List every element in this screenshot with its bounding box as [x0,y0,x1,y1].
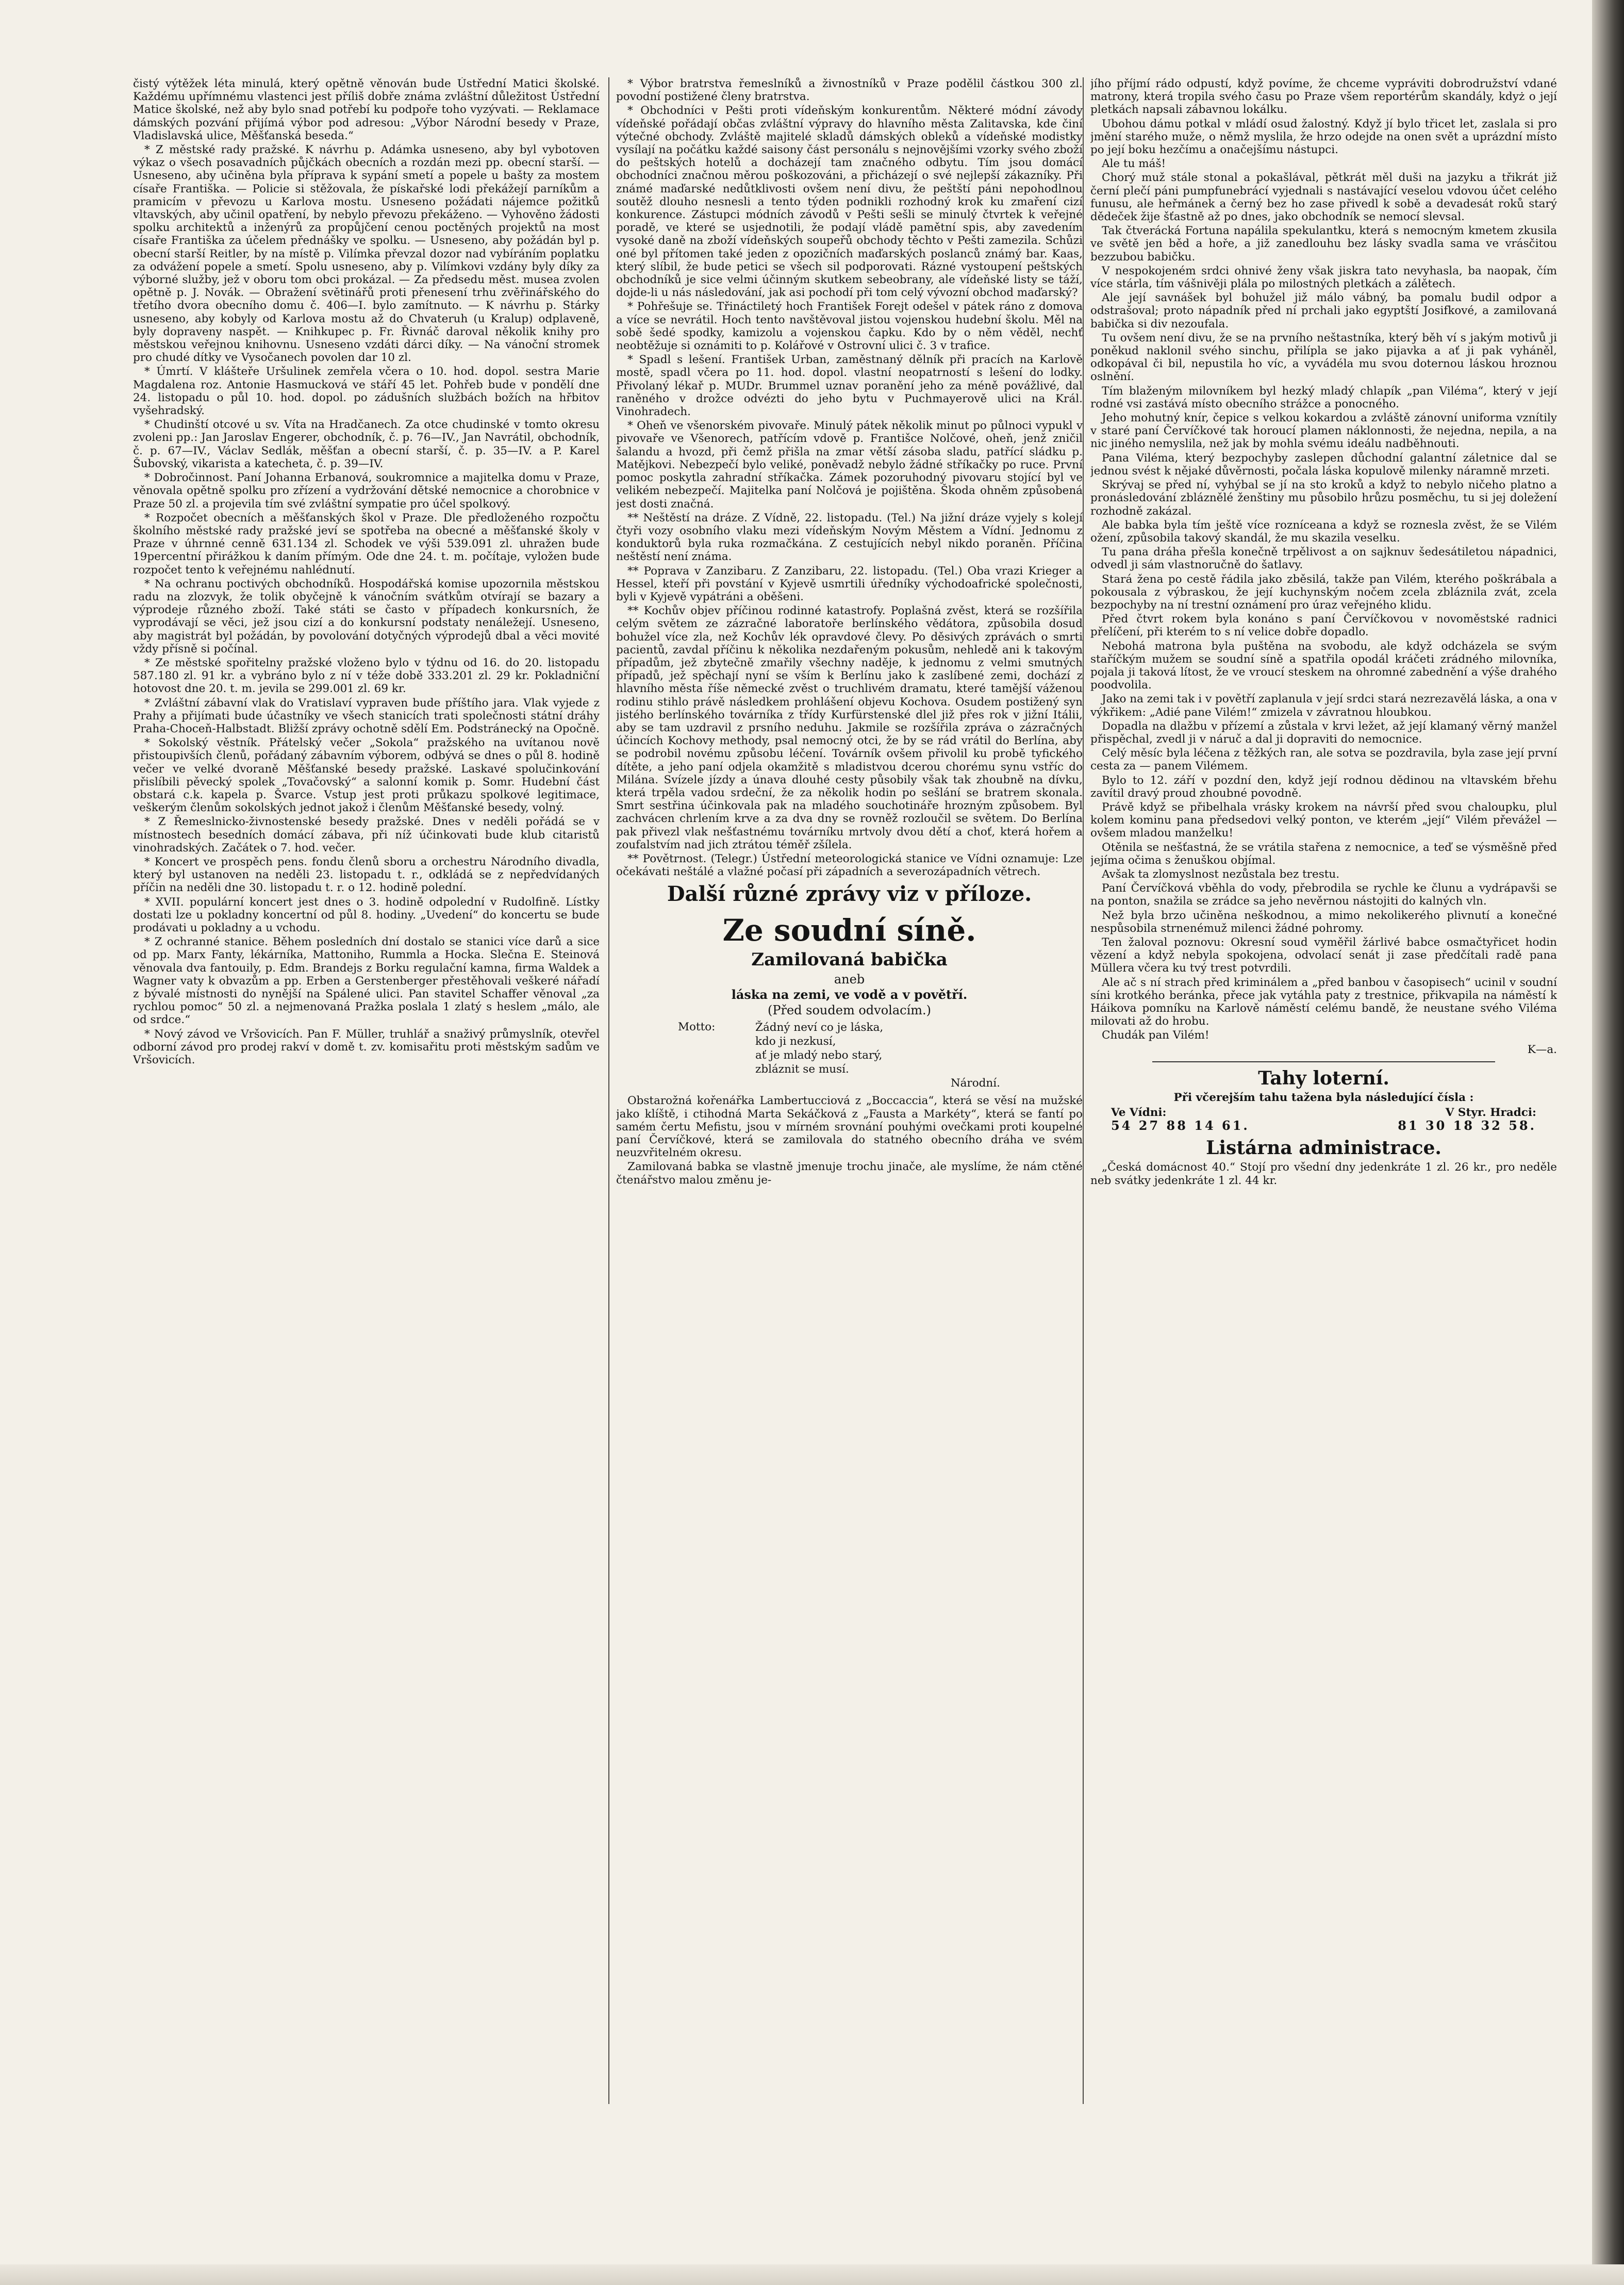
article-paragraph: Zamilovaná babka se vlastně jmenuje trochu jinače, ale myslíme, že nám ctěné čtenářstvo malou změnu je- [616,1160,1083,1187]
article-paragraph: Chudák pan Vilém! [1102,1029,1209,1042]
article-paragraph: * Z ochranné stanice. Během posledních dní dostalo se stanici více darů a sice od pp. Marx Fanty, lékárníka, Mattoniho, Rummla a Hocka. Slečna E. Steinová věnovala dva fantouily, p. Edm. Brandejs z Borku regulační kamna, firma Waldek a Wagner vaty k obvazům a pp. Erben a Gerstenberger přestěhovali veškeré nářadí z bývalé místnosti do nynější na Spálené ulici. Pan stavitel Schaffer věnoval „za rychlou pomoc“ 50 zl. a nejmenovaná Pražka poslala 1 zlatý s heslem „málo, ale od srdce.“ [133,935,600,1027]
article-paragraph: Ale babka byla tím ještě více rozníceana a když se roznesla zvěst, že se Vilém ožení, způsobila takový skandál, že mu skazila veselku. [1090,518,1557,545]
article-paragraph: Jako na zemi tak i v povětří zaplanula v její srdci stará nezrezavělá láska, a ona v výkřikem: „Adié pane Vilém!“ zmizela v závratnou hloubkou. [1090,693,1557,719]
article-paragraph: * Z městské rady pražské. K návrhu p. Adámka usneseno, aby byl vybotoven výkaz o všech posavadních půjčkách obecních a rozdán mezi pp. obecní starší. — Usneseno, aby učiněna byla příprava k sypání smetí a popele u bašty za mostem císaře Františka. — Policie si stěžovala, že pískařské lodi překážejí parníkům a pramicím v převozu u Karlova mostu. Usneseno požádati nájemce požitků vltavských, aby učinil opatření, by nebylo převozu překáženo. — Vyhověno žádosti spolku architektů a inženýrů za propůjčení cenou poctěných projektů na most císaře Františka za účelem přednášky ve spolku. — Usneseno, aby požádán byl p. obecní starší Reitler, by na místě p. Vilímka převzal dozor nad vybíráním poplatku za odvážení popele a smetí. Spolu usneseno, aby p. Vilímkovi vzdány byly díky za výborné služby, jež v oboru tom obci prokázal. — Za předsedu měst. musea zvolen opětně p. J. Novák. — Obražení světinářů proti přenesení trhu zvěřinářského do třetího dvora obecního domu č. 406—I. bylo zamítnuto. — K návrhu p. Stárky usneseno, aby kobyly od Karlova mostu až do Chvateruh (u Kralup) odplaveně, byly dopraveny naspět. — Knihkupec p. Fr. Řivnáč daroval několik knihy pro městskou veřejnou knihovnu. Usneseno vzdáti dárci díky. — Na vánoční stromek pro chudé dítky ve Vysočanech povolen dar 10 zl. [133,143,600,365]
column-rule [608,77,609,2104]
column-left [133,77,600,2101]
column-right [1090,77,1557,2101]
article-paragraph: Paní Červíčková vběhla do vody, přebrodila se rychle ke člunu a vydrápavši se na ponton, snažila se zrádce sa jeho nevěrnou nástojiti do kalných vln. [1090,882,1557,908]
article-paragraph: * Na ochranu poctivých obchodníků. Hospodářská komise upozornila městskou radu na zlozvyk, že tolik obyčejně k vánočním svátkům otvírají se bazary a výprodeje různého zboží. Také státi se často v případech konkursních, že vyprodávají se věci, jež jsou cizí a do konkursní podstaty nenáležejí. Usneseno, aby magistrát byl požádán, by povolování dotyčných výprodejů dbal a věci movité vždy přísně si počínal. [133,577,600,655]
court-article-title: Zamilovaná babička [751,949,948,971]
page-edge-shadow [1592,0,1624,2285]
divider [1152,1061,1495,1062]
article-paragraph: * Výbor bratrstva řemeslníků a živnostníků v Praze podělil částkou 300 zl. povodní postižené členy bratrstva. [616,77,1083,104]
motto-label: Motto: [678,1021,716,1034]
article-paragraph: Otěnila se nešťastná, že se vrátila stařena z nemocnice, a teď se výsměšně před jejíma očima s ženuškou objímal. [1090,841,1557,867]
column-rule [1083,77,1084,2104]
admin-title: Listárna administrace. [1206,1137,1441,1159]
article-paragraph: ** Neštěstí na dráze. Z Vídně, 22. listopadu. (Tel.) Na jižní dráze vyjely s kolejí čtyři vozy osobního vlaku mezi vídeňským Novým Městem a Vídní. Jednomu z konduktorů byla ruka rozmačkána. Z cestujících nebyl nikdo poraněn. Příčina neštěstí není známa. [616,511,1083,564]
article-paragraph: * Zvláštní zábavní vlak do Vratislaví vypraven bude příštího jara. Vlak vyjede z Prahy a přijímati bude účastníky ve všech stanicích trati společnosti státní dráhy Praha-Choceň-Halbstadt. Bližší zprávy ochotně sdělí Em. Podstránecký na Opočně. [133,696,600,735]
lottery-numbers [1090,1119,1557,1132]
article-paragraph: * Z Řemeslnicko-živnostenské besedy pražské. Dnes v neděli pořádá se v místnostech besedních domácí zábava, při níž účinkovati bude klub citaristů vinohradských. Začátek o 7. hod. večer. [133,815,600,854]
article-paragraph: ** Povětrnost. (Telegr.) Ústřední meteorologická stanice ve Vídni oznamuje: Lze očekávati neštálé a vlažné počasí při západních a severozápadních větrech. [616,852,1083,879]
article-paragraph: * Koncert ve prospěch pens. fondu členů sboru a orchestru Národního divadla, který byl ustanoven na neděli 23. listopadu t. r., odkládá se z nepředvídaných příčin na neděli dne 30. listopadu t. r. o 12. hodině polední. [133,855,600,895]
article-paragraph: Stará žena po cestě řádila jako zběsilá, takže pan Vilém, kterého poškrábala a pokousala z výbraskou, že její kuchynským nočem zcela zbláznila zvát, zcela bezpochyby na ní trestní oznámení pro úraz veřejného klidu. [1090,572,1557,612]
motto-line: ať je mladý nebo starý, [755,1049,883,1062]
article-paragraph: Před čtvrt rokem byla konáno s paní Červíčkovou v novoměstské radnici přelíčení, při kterém to s ní velice dobře dopadlo. [1090,613,1557,639]
lottery-city: V Styr. Hradci: [1445,1106,1536,1120]
supplement-notice: Další různé zprávy viz v příloze. [667,882,1032,907]
article-paragraph: ** Poprava v Zanzibaru. Z Zanzibaru, 22. listopadu. (Tel.) Oba vrazi Krieger a Hessel, kteří při povstání v Kyjevě usmrtili úředníky východoafrické společnosti, byli v Kyjevě vypátráni a oběšeni. [616,564,1083,603]
article-paragraph: * Sokolský věstník. Přátelský večer „Sokola“ pražského na uvítanou nově přistoupivších členů, pořádaný zábavním výborem, odbývá se dnes o půl 8. hodině večer ve velké dvoraně Měšťanské besedy pražské. Laskavé spolučinkování přislíbili pěvecký spolek „Tovačovský“ a salonní komik p. Somr. Hudební část obstará c.k. kapela p. Švarce. Vstup jest proti průkazu spolkové legitimace, veškerým členům sokolských jednot jakož i členům Měšťanské besedy, volný. [133,736,600,815]
motto-lines [755,1021,1083,1090]
lottery-city: Ve Vídni: [1111,1106,1167,1120]
motto-line: kdo ji nezkusí, [755,1035,836,1048]
admin-paragraph: „Česká domácnost 40.“ Stojí pro všední dny jedenkráte 1 zl. 26 kr., pro neděle neb svátky jedenkráte 1 zl. 44 kr. [1090,1161,1557,1187]
article-paragraph: * XVII. populární koncert jest dnes o 3. hodině odpolední v Rudolfině. Lístky dostati lze u pokladny koncertní od půl 8. hodiny. „Uvedení“ do koncertu se bude prodávati u pokladny a u vchodu. [133,895,600,934]
motto-line: Žádný neví co je láska, [755,1021,884,1034]
article-paragraph: čistý výtěžek léta minulá, který opětně věnován bude Ústřední Matici školské. Každému upřímnému vlastenci jest příliš dobře známa zvláštní důležitost Ústřední Matice školské, než aby bylo snad potřebí ku podpoře toho vyzývati. — Reklamace dámských pozvání přijímá výbor pod adresou: „Výbor Národní besedy v Praze, Vladislavská ulice, Měšťanská beseda.“ [133,77,600,142]
article-paragraph: Avšak ta zlomyslnost nezůstala bez trestu. [1102,867,1340,881]
article-paragraph: Bylo to 12. září v pozdní den, když její rodnou dědinou na vltavském břehu zavítil dravý proud zhoubné povodně. [1090,774,1557,800]
article-paragraph: Tu ovšem není divu, že se na prvního neštastníka, který běh ví s jakým motivů ji poněkud naklonil svého sinchu, přilípla se jako pijavka a ať ji pak vyháněl, odkopával či bil, nepustila ho víc, a vyvádéla mu svou doternou láskou hroznou oslnění. [1090,331,1557,384]
lottery-number-set: 54 27 88 14 61. [1111,1118,1250,1133]
article-paragraph: Nebohá matrona byla puštěna na svobodu, ale když odcházela se svým staříčkým mužem se soudní síně a spatřila opodál kráčeti zrádného milovníka, pojala ji taková lítost, že ve vroucí steskem na ohromné zabednění a výše drahého poodvolila. [1090,639,1557,692]
article-paragraph: Tu pana dráha přešla konečně trpělivost a on sajknuv šedesátiletou nápadnici, odvedl ji sám vlastnoručně do šatlavy. [1090,546,1557,572]
article-paragraph: V nespokojeném srdci ohnivé ženy však jiskra tato nevyhasla, ba naopak, čím více stárla, tím vášnivěji plála po milostných pletkách a zálětech. [1090,264,1557,291]
court-article-note: (Před soudem odvolacím.) [767,1003,932,1018]
article-paragraph: Než byla brzo učiněna neškodnou, a mimo nekolikerého plivnutí a konečné nespůsobila strnenémuž milenci žádné pohromy. [1090,909,1557,935]
article-paragraph: jího příjmí rádo odpustí, když povíme, že chceme vypráviti dobrodružství vdané matrony, která tropila svého času po Praze všem reportérům skandály, kdyż o její pletkách napsali zábavnou lokálku. [1090,77,1557,117]
article-paragraph: * Chudinští otcové u sv. Víta na Hradčanech. Za otce chudinské v tomto okresu zvoleni pp.: Jan Jaroslav Engerer, obchodník, č. p. 76—IV., Jan Navrátil, obchodník, č. p. 67—IV., Václav Sedlák, měšťan a obecní starší, č. p. 35—IV. a P. Karel Šubovský, vikarista a katecheta, č. p. 39—IV. [133,418,600,470]
article-signature: K—a. [1527,1043,1557,1056]
article-paragraph: * Obchodníci v Pešti proti vídeňským konkurentům. Některé módní závody vídeňské pořádají občas zvláštní výpravy do hlavního města Zalitavska, kde činí výtečné obchody. Zvláště majitelé skladů dámských obleků a vídeňské modistky vysílají na počátku každé saisony část personálu s nejnovějšími vzorky svého zboží do peštských hotelů a docházejí tam značného odbytu. Tím jsou domácí obchodníci značnou měrou poškozováni, a přicházejí o své nejlepší zákazníky. Při známé maďarské nedůtklivosti ovšem není divu, že peštští páni nepohodlnou soutěž dlouho nesnesli a tento týden podnikli rozhodný krok ku zmaření cizí konkurence. Zástupci módních závodů v Pešti sešli se minulý čtvrtek k veřejné poradě, ve které se usjednotili, že podají vládě pamětní spis, aby zavedením vysoké daně na zboží vídeňských soupeřů obchody těchto v Pešti zamezila. Schůzi oné byl přítomen také jeden z opozičních maďarských poslanců známý bar. Kaas, který slíbil, že bude petici se všech sil podporovati. Rázné vystoupení peštských obchodníků je sice velmi účinným skutkem sebeobrany, ale vídeňské listy se táží, dojde-li u nás následování, jak asi pochodí při tom celý vývozní obchod maďarský? [616,104,1083,300]
lottery-cities [1090,1106,1557,1119]
article-paragraph: Obstarožná kořenářka Lambertucciová z „Boccaccia“, která se věsí na mužské jako klíště, i ctihodná Marta Sekáčková z „Fausta a Markéty“, která se fantí po samém čertu Mefistu, jsou v mírném srovnání pouhými ovečkami proti koupelné paní Červíčkové, která se zamilovala do statného obecního dráha ve svém neuzvřitelném okresu. [616,1094,1083,1160]
article-paragraph: * Dobročinnost. Paní Johanna Erbanová, soukromnice a majitelka domu v Praze, věnovala opětně spolku pro zřízení a vydržování dětské nemocnice a chorobnice v Praze 50 zl. a projevila tím své zvláštní sympatie pro účel spolkový. [133,471,600,511]
article-paragraph: Chorý muž stále stonal a pokašlával, pětkrát měl duši na jazyku a třikrát již černí plečí páni pumpfunebrácí vyjednali s nastávající veselou vdovou účet celého funusu, ale heřmánek a černý bez ho zase přivedl k sobě a devadesát roků starý dědeček žije šťastně až po dnes, jako obchodník se nemocí slevsal. [1090,171,1557,224]
article-paragraph: Tím blaženým milovníkem byl hezký mladý chlapík „pan Viléma“, který v její rodné vsi zastává místo obecního strážce a ponocného. [1090,384,1557,410]
court-article-aneb: aneb [834,972,865,987]
lottery-subtitle: Při včerejším tahu tažena byla následující čísla : [1173,1091,1474,1104]
article-paragraph: * Úmrtí. V klášteře Uršulinek zemřela včera o 10. hod. dopol. sestra Marie Magdalena roz. Antonie Hasmucková ve stáří 45 let. Pohřeb bude v pondělí dne 24. listopadu o půl 10. hod. dopol. po zádušních službách božích na hřbitov vyšehradský. [133,365,600,418]
column-middle [616,77,1083,2140]
article-paragraph: Tak čtverácká Fortuna napálila spekulantku, která s nemocným kmetem zkusila ve světě jen běd a hoře, a již zanedlouhu bez lásky svadla sama ve vrásčitou bezzubou babičku. [1090,224,1557,264]
article-paragraph: * Pohřešuje se. Třináctiletý hoch František Forejt odešel v pátek ráno z domova a více se nevrátil. Hoch tento navštěvoval jistou vojenskou hudební školu. Měl na sobě šedé spodky, kamizolu a vojenskou čapku. Kdo by o něm věděl, nechť neobtěžuje si oznámiti to p. Kolářové v Ostrovní ulici č. 3 v trafice. [616,300,1083,353]
article-paragraph: Celý měsíc byla léčena z těžkých ran, ale sotva se pozdravila, byla zase její první cesta za — panem Vilémem. [1090,747,1557,773]
article-paragraph: ** Kochův objev příčinou rodinné katastrofy. Poplašná zvěst, která se rozšířila celým světem ze zázračné laboratoře berlínského vědátora, způsobila dosud bohužel více zla, než Kochův lék opravdové člevy. Po děsivých zprávách o smrti pacientů, zavdal příčinu k několika nezdařeným pokusům, nehledě ani k takovým případům, jež zbytečně zmařily všechny naděje, k jednomu z velmi smutných případů, jež spěchají nyní se vším k Berlínu jako k zaslíbené zemi, dochází z hlavního města říše německé zvěst o truchlivém dramatu, které tamější váženou rodinu stihlo právě následkem prohlášení objevu Kochova. Osudem postižený syn jistého berlínského továrníka z třídy Kurfürstenské dlel již přes rok v jižní Itálii, aby se tam uzdravil z prsního neduhu. Jakmile se rozšířila zpráva o zázračných účincích Kochovy methody, psal nemocný otci, že by se rád vrátil do Berlína, aby se podrobil novému způsobu léčení. Továrník ovšem přivolil ku probě tyfického dítěte, a jeho paní odjela okamžitě s mladistvou dcerou chorému synu vstříc do Milána. Svízele jízdy a únava dlouhé cesty působily však tak zhoubně na dívku, která trpěla vadou srdeční, že za několik hodin po sešlání se bratrem skonala. Smrt sestřina účinkovala pak na mladého souchotináře hrozným způsobem. Byl zachvácen chrlením krve a za dva dny se rovněž rozloučil se světem. Do Berlína pak přivezl vlak nešťastnému továrníku mrtvoly dvou dětí a choť, která hořem a zoufalstvím nad jich ztrátou téměř zšílela. [616,604,1083,851]
court-section-title: Ze soudní síně. [722,913,976,948]
motto-line: zbláznit se musí. [755,1063,849,1076]
article-paragraph: Dopadla na dlažbu v přízemí a zůstala v krvi ležet, až její klamaný věrný manžel přispěchal, zvedl ji v náruč a dal ji dopraviti do nemocnice. [1090,719,1557,746]
court-article-subtitle: láska na zemi, ve vodě a v povětří. [731,987,968,1002]
article-paragraph: Pana Viléma, který bezpochyby zaslepen důchodní galantní záletnice dal se jednou svést k nějaké důvěrnosti, počala láska kopulově milenky náramně mrzeti. [1090,451,1557,478]
article-paragraph: Skrývaj se před ní, vyhýbal se jí na sto kroků a když to nebylo ničeho platno a pronásledování zbláznělé ženštiny mu působilo hrůzu posměchu, tu si jej doležení rozhodně zakázal. [1090,479,1557,518]
lottery-title: Tahy loterní. [1258,1067,1389,1089]
page-bottom-margin [0,2264,1624,2285]
article-paragraph: * Ze městské spořitelny pražské vloženo bylo v týdnu od 16. do 20. listopadu 587.180 zl. 91 kr. a vybráno bylo z ní v téže době 333.201 zl. 29 kr. Pokladniční hotovost dne 20. t. m. jevila se 299.001 zl. 69 kr. [133,656,600,696]
motto-block [678,1021,1083,1090]
article-paragraph: * Nový závod ve Vršovicích. Pan F. Müller, truhlář a snaživý průmyslník, otevřel odborní závod pro prodej rakví v domě t. zv. komisařitu proti městským sadům ve Vršovicích. [133,1027,600,1067]
article-paragraph: * Spadl s lešení. František Urban, zaměstnaný dělník při pracích na Karlově mostě, spadl včera po 11. hod. dopol. vlastní neopatrností s lešení do lodky. Přivolaný lékař p. MUDr. Brummel uznav poranění jeho za méně povážlivé, dal raněného v drožce odvézti do jeho bytu v Puchmayerově ulici na Král. Vinohradech. [616,353,1083,419]
article-paragraph: Ale její savnášek byl bohužel již málo vábný, ba pomalu budil odpor a odstrašoval; proto nápadník před ní prchali jako egyptští Josifkové, a zamilovaná babička si div nezoufala. [1090,291,1557,331]
article-paragraph: Ubohou dámu potkal v mládí osud žalostný. Když jí bylo třicet let, zaslala si pro jmění starého muže, o němž myslila, že hrzo odejde na onen svět a uprázdní místo po její boku hezčímu a onačejšímu nástupci. [1090,117,1557,157]
motto-source: Národní. [950,1077,1000,1090]
lottery-number-set: 81 30 18 32 58. [1398,1118,1536,1133]
article-paragraph: Jeho mohutný knír, čepice s velkou kokardou a zvláště zánovní uniforma vznítily v staré paní Červíčkové tak horoucí plamen náklonnosti, že nejedna, nepila, a na nic jiného nemyslila, než jak by mohla svému ideálu nadběhnouti. [1090,412,1557,451]
article-paragraph: Ten žaloval poznovu: Okresní soud vyměřil žárlivé babce osmačtyřicet hodin vězení a když nebyla spokojena, odvolací senát ji zase předčítali radě pana Müllera včera ku tvý trest potvrdili. [1090,936,1557,975]
article-paragraph: Ale ač s ní strach před kriminálem a „před banbou v časopisech“ ucinil v soudní síni krotkého beránka, přece jak vytáhla paty z trestnice, přikvapila na náměstí k Háikova pomníku na Karlově náměstí celému bandě, že neustane svého Viléma milovati až do hrobu. [1090,976,1557,1028]
article-paragraph: Ale tu máš! [1102,157,1166,171]
article-paragraph: * Rozpočet obecních a měšťanských škol v Praze. Dle předloženého rozpočtu školního městské rady pražské jeví se spotřeba na obecné a měšťanské školy v Praze v úhrnné cenně 631.134 zl. Schodek ve výši 539.091 zl. uhražen bude 19percentní přirážkou k daním přímým. Ode dne 24. t. m. počítaje, vyložen bude rozpočet tento k veřejnému nahlédnutí. [133,511,600,577]
article-paragraph: Právě když se přibelhala vrásky krokem na návrší před svou chaloupku, plul kolem kominu pana předsedovi velký ponton, ve kterém „její“ Vilém převážel — ovšem mladou manželku! [1090,800,1557,840]
article-paragraph: * Oheň ve všenorském pivovaře. Minulý pátek několik minut po půlnoci vypukl v pivovaře ve Všenorech, patřícím vdově p. Františce Nolčové, oheň, jenž zničil šalandu a hvozd, při čemž přišla na zmar větší zásoba sladu, patřící sládku p. Matějkovi. Nebezpečí bylo veliké, poněvadž nebylo žádné stříkačky po ruce. První pomoc poskytla zahradní stříkačka. Zámek pozoruhodný pivovaru stojící byl ve velikém nebezpečí. Majitelka paní Nolčová je pojištěna. Škoda ohněm způsobená jest dosti značná. [616,419,1083,511]
